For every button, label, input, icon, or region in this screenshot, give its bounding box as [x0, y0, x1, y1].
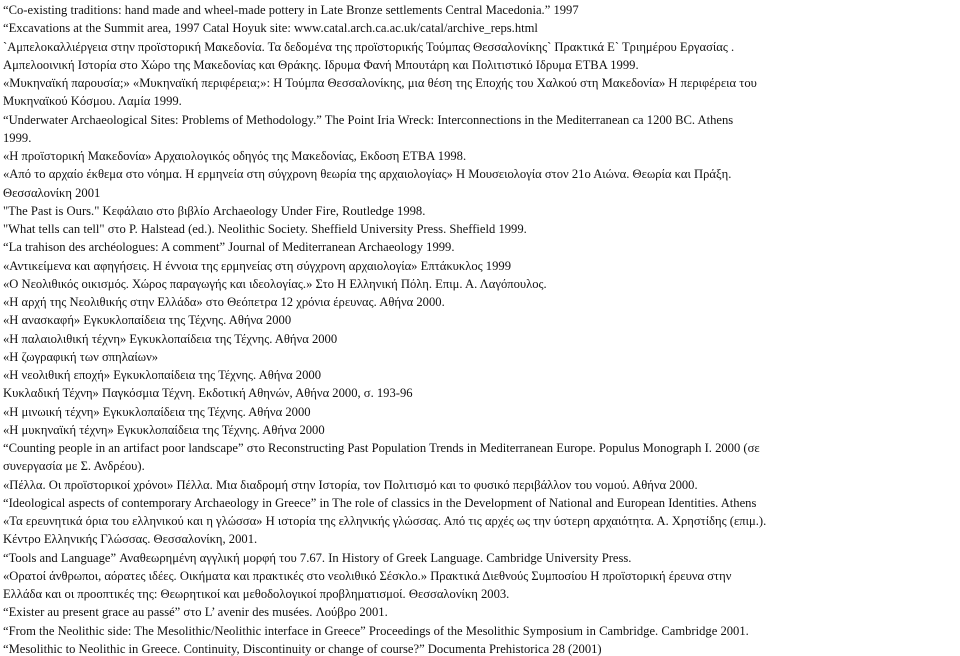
reference-line: «Ο Νεολιθικός οικισμός. Χώρος παραγωγής και ιδεολογίας.» Στο Η Ελληνική Πόλη. Επιμ. Α. Λαγόπουλος.: [3, 276, 547, 291]
reference-line: Θεσσαλονίκη 2001: [3, 185, 101, 200]
reference-line: «Αντικείμενα και αφηγήσεις. Η έννοια της ερμηνείας στη σύγχρονη αρχαιολογία» Επτάκυκλος 1999: [3, 258, 511, 273]
reference-line: «Από το αρχαίο έκθεμα στο νόημα. Η ερμηνεία στη σύγχρονη θεωρία της αρχαιολογίας» Η Μουσειολογία στον 21ο Αιώνα. Θεωρία και Πράξη.: [3, 167, 732, 182]
reference-line: “Exister au present grace au passé” στο L’ avenir des musées. Λούβρο 2001.: [3, 605, 388, 620]
reference-line: «Η παλαιολιθική τέχνη» Εγκυκλοπαίδεια της Τέχνης. Αθήνα 2000: [3, 331, 338, 346]
reference-line: “Counting people in an artifact poor landscape” στο Reconstructing Past Population Trends in Mediterranean Europe. Populus Monograph I. 2000 (σε: [3, 441, 760, 455]
reference-line: «Η μυκηναϊκή τέχνη» Εγκυκλοπαίδεια της Τέχνης. Αθήνα 2000: [3, 422, 325, 437]
reference-line: «Η ανασκαφή» Εγκυκλοπαίδεια της Τέχνης. Αθήνα 2000: [3, 313, 292, 328]
reference-line: "What tells can tell" στο P. Halstead (ed.). Neolithic Society. Sheffield University Press. Sheffield 1999.: [3, 222, 527, 236]
reference-line: 1999.: [3, 130, 32, 145]
reference-line: «Η προϊστορική Μακεδονία» Αρχαιολογικός οδηγός της Μακεδονίας, Εκδοση ΕΤΒΑ 1998.: [3, 149, 467, 163]
reference-line: `Αμπελοκαλλιέργεια στην προϊστορική Μακεδονία. Τα δεδομένα της προϊστορικής Τούμπας Θεσσαλονίκης` Πρακτικά Ε` Τριημέρου Εργασίας .: [3, 39, 735, 54]
reference-line: «Τα ερευνητικά όρια του ελληνικού και η γλώσσα» Η ιστορία της ελληνικής γλώσσας. Από τις αρχές ως την ύστερη αρχαιότητα. Α. Χρηστίδης (επιμ.).: [3, 514, 767, 528]
reference-line: “Mesolithic to Neolithic in Greece. Continuity, Discontinuity or change of course?” Documenta Prehistorica 28 (2001): [3, 641, 602, 656]
reference-line: “Excavations at the Summit area, 1997 Catal Hoyuk site: www.catal.arch.ca.ac.uk/catal/archive_reps.html: [3, 21, 538, 36]
reference-line: “Ideological aspects of contemporary Archaeology in Greece” in The role of classics in the Development of National and European Identities. Athens: [3, 495, 757, 510]
reference-line: «Η μινωική τέχνη» Εγκυκλοπαίδεια της Τέχνης. Αθήνα 2000: [3, 404, 311, 419]
reference-line: “Tools and Language” Αναθεωρημένη αγγλική μορφή του 7.67. In History of Greek Language. Cambridge University Press.: [3, 550, 632, 565]
reference-line: Αμπελοοινική Ιστορία στο Χώρο της Μακεδονίας και Θράκης. Ιδρυμα Φανή Μπουτάρη και Πολιτιστικό Ιδρυμα ΕΤΒΑ 1999.: [3, 57, 639, 72]
reference-line: "The Past is Ours." Κεφάλαιο στο βιβλίο Archaeology Under Fire, Routledge 1998.: [3, 203, 426, 218]
reference-line: συνεργασία με Σ. Ανδρέου).: [3, 459, 145, 474]
reference-line: “La trahison des archéologues: A comment” Journal of Mediterranean Archaeology 1999.: [3, 240, 455, 255]
reference-line: “Underwater Archaeological Sites: Problems of Methodology.” The Point Iria Wreck: Interconnections in the Mediterranean ca 1200 BC. Athens: [3, 112, 734, 127]
reference-line: «Ορατοί άνθρωποι, αόρατες ιδέες. Οικήματα και πρακτικές στο νεολιθικό Σέσκλο.» Πρακτικά Διεθνούς Συμποσίου Η προϊστορική έρευνα στην: [3, 568, 732, 583]
reference-line: «Πέλλα. Οι προϊστορικοί χρόνοι» Πέλλα. Μια διαδρομή στην Ιστορία, τον Πολιτισμό και το φυσικό περιβάλλον του νομού. Αθήνα 2000.: [3, 477, 698, 492]
reference-line: «Η νεολιθική εποχή» Εγκυκλοπαίδεια της Τέχνης. Αθήνα 2000: [3, 368, 321, 382]
reference-line: Μυκηναϊκού Κόσμου. Λαμία 1999.: [3, 94, 182, 109]
reference-line: “Co-existing traditions: hand made and wheel-made pottery in Late Bronze settlements Central Macedonia.” 1997: [3, 3, 579, 17]
reference-line: Κυκλαδική Τέχνη» Παγκόσμια Τέχνη. Εκδοτική Αθηνών, Αθήνα 2000, σ. 193-96: [3, 386, 413, 401]
reference-line: «Η αρχή της Νεολιθικής στην Ελλάδα» στο Θεόπετρα 12 χρόνια έρευνας. Αθήνα 2000.: [3, 295, 445, 309]
reference-line: Ελλάδα και οι προοπτικές της: Θεωρητικοί και μεθοδολογικοί προβληματισμοί. Θεσσαλονίκη 2003.: [3, 587, 510, 601]
reference-line: Κέντρο Ελληνικής Γλώσσας. Θεσσαλονίκη, 2001.: [3, 532, 258, 547]
reference-line: «Η ζωγραφική των σπηλαίων»: [3, 349, 159, 364]
reference-line: «Μυκηναϊκή παρουσία;» «Μυκηναϊκή περιφέρεια;»: Η Τούμπα Θεσσαλονίκης, μια θέση της Εποχής του Χαλκού στη Μακεδονία» Η περιφέρεια του: [3, 76, 757, 90]
reference-line: “From the Neolithic side: The Mesolithic/Neolithic interface in Greece” Proceedings of the Mesolithic Symposium in Cambridge. Cambridge 2001.: [3, 623, 749, 638]
